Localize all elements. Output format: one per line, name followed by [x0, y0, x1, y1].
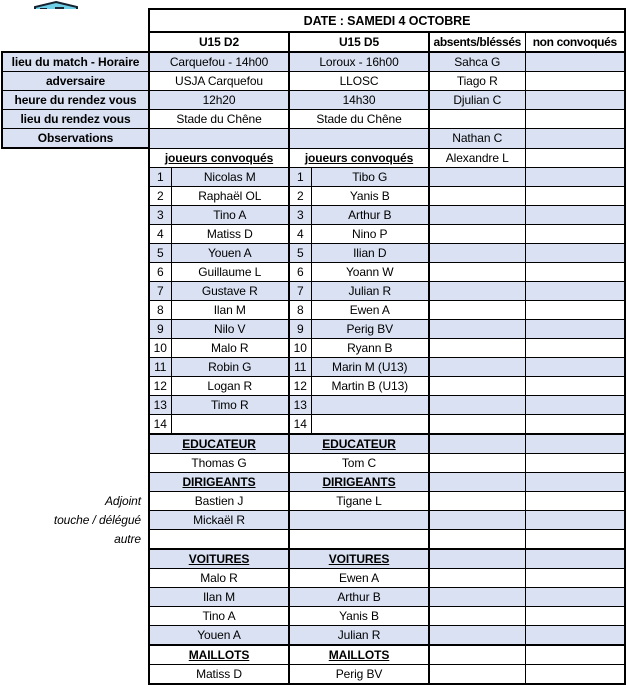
non-convoques-cell [525, 453, 625, 472]
non-convoques-cell [525, 472, 625, 491]
player-name-d2: Matiss D [171, 224, 289, 243]
player-number: 2 [289, 186, 311, 205]
player-name-d5: Arthur B [311, 205, 429, 224]
absents-cell: Alexandre L [429, 148, 525, 167]
player-name-d5: Tibo G [311, 167, 429, 186]
name-row [2, 529, 625, 549]
player-number: 10 [289, 338, 311, 357]
left-spacer [2, 376, 149, 395]
absents-cell [429, 376, 525, 395]
player-row [2, 414, 625, 434]
player-name-d5: Perig BV [311, 319, 429, 338]
player-row [2, 338, 625, 357]
non-convoques-cell [525, 110, 625, 129]
player-name-d5 [311, 414, 429, 434]
absents-cell [429, 414, 525, 434]
absents-cell [429, 357, 525, 376]
absents-cell [429, 645, 525, 665]
non-convoques-cell [525, 510, 625, 529]
player-name-d2: Tino A [171, 205, 289, 224]
value-cell-d5: Ewen A [289, 568, 429, 587]
left-spacer [2, 243, 149, 262]
player-number: 11 [149, 357, 171, 376]
non-convoques-cell [525, 243, 625, 262]
row-label: Observations [2, 129, 149, 149]
non-convoques-cell [525, 568, 625, 587]
value-cell-d5: Arthur B [289, 587, 429, 606]
non-convoques-cell [525, 645, 625, 665]
absents-cell [429, 300, 525, 319]
side-note: touche / délégué [2, 510, 149, 529]
section-header-d5: joueurs convoqués [289, 148, 429, 167]
player-name-d2: Logan R [171, 376, 289, 395]
value-cell-d5: 14h30 [289, 91, 429, 110]
value-cell-d5: Julian R [289, 625, 429, 645]
non-convoques-cell [525, 91, 625, 110]
non-convoques-cell [525, 262, 625, 281]
value-cell-d5: Perig BV [289, 664, 429, 684]
player-number: 5 [149, 243, 171, 262]
section-header-d5: EDUCATEUR [289, 434, 429, 454]
value-cell-d2: Malo R [149, 568, 289, 587]
left-spacer [2, 167, 149, 186]
section-row [2, 645, 625, 665]
value-cell-d2: USJA Carquefou [149, 72, 289, 91]
player-row [2, 376, 625, 395]
non-convoques-cell [525, 167, 625, 186]
player-number: 4 [149, 224, 171, 243]
player-number: 12 [149, 376, 171, 395]
value-cell-d2: Stade du Chêne [149, 110, 289, 129]
left-spacer [2, 32, 149, 52]
non-convoques-cell [525, 376, 625, 395]
player-row [2, 357, 625, 376]
name-row [2, 606, 625, 625]
player-number: 14 [149, 414, 171, 434]
left-spacer [2, 453, 149, 472]
name-row [2, 625, 625, 645]
left-spacer [2, 224, 149, 243]
player-number: 4 [289, 224, 311, 243]
absents-cell: Sahca G [429, 52, 525, 72]
section-row [2, 434, 625, 454]
left-spacer [2, 549, 149, 569]
value-cell-d5: LLOSC [289, 72, 429, 91]
section-header-d5: VOITURES [289, 549, 429, 569]
player-name-d5: Yanis B [311, 186, 429, 205]
player-name-d5 [311, 395, 429, 414]
absents-cell [429, 243, 525, 262]
value-cell-d5 [289, 529, 429, 549]
absents-cell [429, 491, 525, 510]
left-spacer [2, 262, 149, 281]
absents-cell [429, 529, 525, 549]
non-convoques-cell [525, 529, 625, 549]
left-spacer [2, 414, 149, 434]
player-name-d2: Guillaume L [171, 262, 289, 281]
player-number: 10 [149, 338, 171, 357]
player-name-d5: Nino P [311, 224, 429, 243]
value-cell-d5: Tigane L [289, 491, 429, 510]
row-label: lieu du match - Horaire [2, 52, 149, 72]
section-row [2, 148, 625, 167]
player-number: 11 [289, 357, 311, 376]
left-spacer [2, 338, 149, 357]
player-row [2, 243, 625, 262]
side-note: autre [2, 529, 149, 549]
value-cell-d2: Matiss D [149, 664, 289, 684]
non-convoques-cell [525, 148, 625, 167]
player-number: 3 [289, 205, 311, 224]
left-spacer [2, 357, 149, 376]
left-spacer [2, 568, 149, 587]
player-name-d5: Marin M (U13) [311, 357, 429, 376]
left-spacer [2, 625, 149, 645]
non-convoques-cell [525, 319, 625, 338]
player-row [2, 281, 625, 300]
player-number: 9 [289, 319, 311, 338]
value-cell-d2: 12h20 [149, 91, 289, 110]
left-spacer [2, 587, 149, 606]
player-number: 14 [289, 414, 311, 434]
match-sheet-table [1, 8, 626, 685]
left-spacer [2, 664, 149, 684]
non-convoques-cell [525, 664, 625, 684]
player-number: 1 [289, 167, 311, 186]
absents-cell [429, 664, 525, 684]
absents-cell: Nathan C [429, 129, 525, 149]
left-spacer [2, 186, 149, 205]
non-convoques-cell [525, 606, 625, 625]
player-name-d2: Malo R [171, 338, 289, 357]
non-convoques-cell [525, 491, 625, 510]
absents-cell [429, 568, 525, 587]
column-header-row [2, 32, 625, 52]
player-number: 8 [289, 300, 311, 319]
info-row [2, 110, 625, 129]
non-convoques-cell [525, 205, 625, 224]
player-number: 13 [289, 395, 311, 414]
player-number: 7 [149, 281, 171, 300]
player-row [2, 300, 625, 319]
section-row [2, 472, 625, 491]
non-convoques-cell [525, 72, 625, 91]
left-spacer [2, 606, 149, 625]
player-name-d5: Ilian D [311, 243, 429, 262]
player-name-d5: Ryann B [311, 338, 429, 357]
name-row [2, 664, 625, 684]
absents-cell [429, 606, 525, 625]
left-spacer [2, 319, 149, 338]
value-cell-d2: Thomas G [149, 453, 289, 472]
absents-cell [429, 167, 525, 186]
value-cell-d5: Yanis B [289, 606, 429, 625]
value-cell-d2: Tino A [149, 606, 289, 625]
absents-cell: Tiago R [429, 72, 525, 91]
non-convoques-cell [525, 338, 625, 357]
left-spacer [2, 472, 149, 491]
row-label: heure du rendez vous [2, 91, 149, 110]
section-header-d2: EDUCATEUR [149, 434, 289, 454]
absents-cell [429, 625, 525, 645]
player-number: 1 [149, 167, 171, 186]
left-spacer [2, 434, 149, 454]
value-cell-d5 [289, 129, 429, 149]
player-name-d5: Martin B (U13) [311, 376, 429, 395]
name-row [2, 491, 625, 510]
left-spacer [2, 281, 149, 300]
section-row [2, 549, 625, 569]
value-cell-d2: Mickaël R [149, 510, 289, 529]
absents-cell [429, 186, 525, 205]
non-convoques-cell [525, 434, 625, 454]
absents-cell [429, 549, 525, 569]
left-spacer [2, 9, 149, 32]
side-note: Adjoint [2, 491, 149, 510]
player-row [2, 224, 625, 243]
absents-cell: Djulian C [429, 91, 525, 110]
player-name-d2: Nilo V [171, 319, 289, 338]
player-number: 9 [149, 319, 171, 338]
left-spacer [2, 148, 149, 167]
player-name-d5: Julian R [311, 281, 429, 300]
player-number: 2 [149, 186, 171, 205]
info-row [2, 52, 625, 72]
player-name-d2: Raphaël OL [171, 186, 289, 205]
name-row [2, 453, 625, 472]
left-spacer [2, 395, 149, 414]
player-name-d5: Yoann W [311, 262, 429, 281]
section-header-d5: DIRIGEANTS [289, 472, 429, 491]
info-row [2, 91, 625, 110]
section-header-d5: MAILLOTS [289, 645, 429, 665]
player-number: 6 [149, 262, 171, 281]
name-row [2, 587, 625, 606]
absents-cell [429, 224, 525, 243]
non-convoques-cell [525, 625, 625, 645]
absents-cell [429, 510, 525, 529]
section-header-d2: DIRIGEANTS [149, 472, 289, 491]
player-name-d2: Gustave R [171, 281, 289, 300]
left-spacer [2, 645, 149, 665]
absents-cell [429, 205, 525, 224]
non-convoques-cell [525, 129, 625, 149]
player-name-d2: Nicolas M [171, 167, 289, 186]
non-convoques-cell [525, 186, 625, 205]
row-label: adversaire [2, 72, 149, 91]
player-row [2, 186, 625, 205]
column-header-u15d5: U15 D5 [289, 32, 429, 52]
player-number: 12 [289, 376, 311, 395]
player-row [2, 319, 625, 338]
value-cell-d2 [149, 129, 289, 149]
player-number: 3 [149, 205, 171, 224]
player-name-d5: Ewen A [311, 300, 429, 319]
value-cell-d2: Ilan M [149, 587, 289, 606]
column-header-non-convoques: non convoqués [525, 32, 625, 52]
value-cell-d5: Loroux - 16h00 [289, 52, 429, 72]
value-cell-d5 [289, 510, 429, 529]
section-header-d2: VOITURES [149, 549, 289, 569]
absents-cell [429, 434, 525, 454]
value-cell-d2 [149, 529, 289, 549]
date-row [2, 9, 625, 32]
player-name-d2 [171, 414, 289, 434]
column-header-absents: absents/bléssés [429, 32, 525, 52]
player-name-d2: Timo R [171, 395, 289, 414]
absents-cell [429, 472, 525, 491]
player-number: 5 [289, 243, 311, 262]
player-row [2, 262, 625, 281]
value-cell-d5: Stade du Chêne [289, 110, 429, 129]
date-header: DATE : SAMEDI 4 OCTOBRE [149, 9, 625, 32]
info-row [2, 72, 625, 91]
left-spacer [2, 300, 149, 319]
name-row [2, 510, 625, 529]
absents-cell [429, 587, 525, 606]
absents-cell [429, 319, 525, 338]
absents-cell [429, 453, 525, 472]
player-name-d2: Robin G [171, 357, 289, 376]
absents-cell [429, 281, 525, 300]
absents-cell [429, 338, 525, 357]
non-convoques-cell [525, 414, 625, 434]
section-header-d2: joueurs convoqués [149, 148, 289, 167]
player-row [2, 167, 625, 186]
left-spacer [2, 205, 149, 224]
info-row [2, 129, 625, 149]
absents-cell [429, 395, 525, 414]
section-header-d2: MAILLOTS [149, 645, 289, 665]
player-name-d2: Youen A [171, 243, 289, 262]
player-number: 6 [289, 262, 311, 281]
value-cell-d2: Carquefou - 14h00 [149, 52, 289, 72]
column-header-u15d2: U15 D2 [149, 32, 289, 52]
non-convoques-cell [525, 395, 625, 414]
value-cell-d2: Bastien J [149, 491, 289, 510]
non-convoques-cell [525, 300, 625, 319]
row-label: lieu du rendez vous [2, 110, 149, 129]
player-row [2, 205, 625, 224]
non-convoques-cell [525, 587, 625, 606]
player-number: 8 [149, 300, 171, 319]
player-number: 13 [149, 395, 171, 414]
player-name-d2: Ilan M [171, 300, 289, 319]
value-cell-d2: Youen A [149, 625, 289, 645]
non-convoques-cell [525, 549, 625, 569]
non-convoques-cell [525, 357, 625, 376]
player-number: 7 [289, 281, 311, 300]
name-row [2, 568, 625, 587]
player-row [2, 395, 625, 414]
absents-cell [429, 110, 525, 129]
non-convoques-cell [525, 52, 625, 72]
non-convoques-cell [525, 224, 625, 243]
non-convoques-cell [525, 281, 625, 300]
absents-cell [429, 262, 525, 281]
value-cell-d5: Tom C [289, 453, 429, 472]
